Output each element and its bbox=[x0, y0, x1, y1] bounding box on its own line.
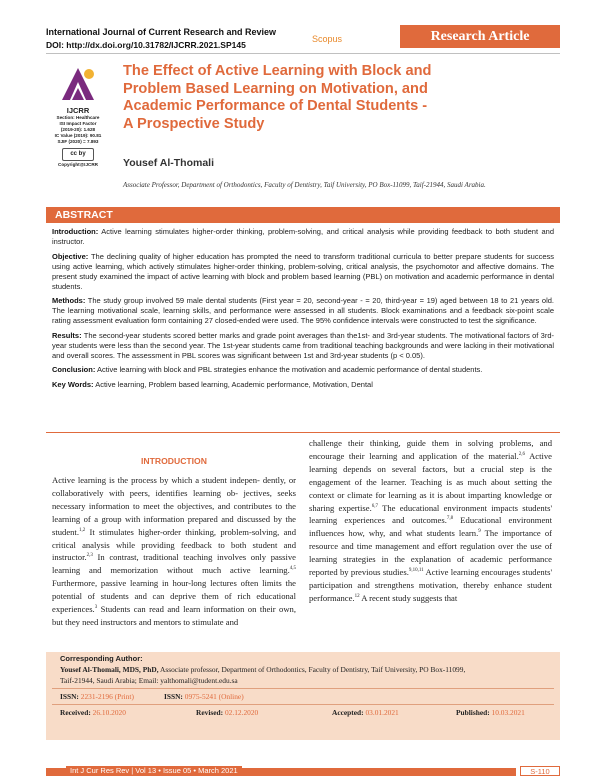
ijcrr-logo-icon bbox=[58, 64, 98, 104]
issn-label: ISSN: bbox=[60, 692, 79, 701]
introduction-heading: INTRODUCTION bbox=[141, 456, 207, 466]
body-text: and contributes to the learning of a group with information bbox=[52, 500, 296, 524]
issn-label: ISSN: bbox=[164, 692, 183, 701]
abstract-objective bbox=[52, 252, 554, 292]
footer-citation: Int J Cur Res Rev | Vol 13 • Issue 05 • March 2021 bbox=[66, 766, 242, 775]
date-label: Revised: bbox=[196, 708, 224, 717]
issn-online bbox=[164, 692, 244, 701]
citation-ref[interactable]: 12 bbox=[354, 594, 360, 600]
citation-ref[interactable]: 7,8 bbox=[446, 516, 454, 522]
body-text: It stimulates higher-order thinking, problem-solving, and critical analysis while providing feedback to both student and instructor. bbox=[52, 526, 296, 563]
abstract-keywords bbox=[52, 380, 554, 390]
abstract-label: Methods: bbox=[52, 296, 86, 305]
body-text: prepared and discussed by the student. bbox=[52, 513, 296, 537]
body-text: A recent study suggests that bbox=[359, 592, 458, 603]
title-line: Problem Based Learning on Motivation, and bbox=[123, 80, 428, 97]
logo-copyright: Copyright@IJCRR bbox=[58, 162, 98, 167]
issn-value: 0975-5241 (Online) bbox=[184, 692, 244, 701]
body-text: Educational environment influences how, why, and what students learn. bbox=[309, 515, 552, 539]
body-text: Students can read and learn information on their own, but they need instructors and mentors to stimulate and bbox=[52, 604, 296, 627]
body-text: challenge their thinking, guide them in solving problems, and encourage their learning and application of the material. bbox=[309, 438, 552, 461]
logo-sjif: SJIF (2020) = 7.893 bbox=[57, 139, 99, 144]
accepted-date bbox=[332, 708, 399, 717]
author-name: Yousef Al-Thomali bbox=[123, 157, 215, 169]
corresponding-author-heading: Corresponding Author: bbox=[60, 654, 143, 663]
date-label: Received: bbox=[60, 708, 91, 717]
header-divider bbox=[46, 53, 560, 54]
box-divider bbox=[52, 704, 554, 705]
date-value: 10.03.2021 bbox=[491, 708, 525, 717]
date-value: 03.01.2021 bbox=[365, 708, 399, 717]
abstract-text: The declining quality of higher education has prompted the need to transform traditional curricula to better prepare students for success using active learning, which actively stimulates higher-order thinking, problem-solving, critical analysis, the psychomotor and affective domains. The present study examined the impact of active learning with block and problem based learning (PBL) on motivation and academic performance in dental students. bbox=[52, 251, 554, 291]
box-divider bbox=[52, 688, 554, 689]
doi-link[interactable]: DOI: http://dx.doi.org/10.31782/IJCRR.2021.SP145 bbox=[46, 40, 246, 50]
corresponding-author-name: Yousef Al-Thomali, MDS, PhD, bbox=[60, 665, 159, 674]
abstract-conclusion bbox=[52, 365, 554, 375]
citation-ref[interactable]: 4,5 bbox=[289, 566, 296, 572]
citation-ref[interactable]: 6,7 bbox=[371, 503, 378, 509]
issn-print bbox=[60, 692, 134, 701]
abstract-divider bbox=[46, 432, 560, 433]
corresponding-author-details bbox=[60, 665, 550, 675]
introduction-left-column bbox=[52, 474, 296, 629]
published-date bbox=[456, 708, 525, 717]
body-text: Active learning encourages students' participation and strengthens motivation, thereby enhance student performance. bbox=[309, 567, 552, 603]
logo-title: IJCRR bbox=[66, 106, 90, 115]
date-value: 26.10.2020 bbox=[92, 708, 126, 717]
citation-ref[interactable]: 2,3 bbox=[86, 553, 93, 559]
article-type-label: Research Article bbox=[430, 28, 530, 44]
citation-ref[interactable]: 2,6 bbox=[518, 452, 525, 458]
abstract-label: Results: bbox=[52, 330, 82, 340]
abstract-introduction bbox=[52, 227, 554, 247]
body-text: The importance of resource and time management and effort regulation over the use of learning strategies in the explanation of academic performance reported by previous studies. bbox=[309, 528, 552, 578]
logo-ic-value: IC Value (2019): 90.81 bbox=[54, 133, 102, 138]
body-text: dently, or collaboratively with peers, identifies learning ob- bbox=[52, 475, 297, 498]
corresponding-author-affiliation: Associate professor, Department of Orthodontics, Faculty of Dentistry, Taif University, PO Box-11099, bbox=[158, 665, 466, 674]
citation-ref[interactable]: 9 bbox=[478, 529, 481, 535]
title-line: Academic Performance of Dental Students - bbox=[123, 98, 428, 114]
scopus-label: Scopus bbox=[312, 34, 343, 44]
body-text: The educational environment impacts students' learning experiences and outcomes. bbox=[309, 502, 552, 526]
abstract-methods bbox=[52, 296, 554, 326]
issn-value: 2231-2196 (Print) bbox=[80, 692, 134, 701]
cc-license-icon[interactable]: cc by bbox=[62, 148, 94, 161]
revised-date bbox=[196, 708, 258, 717]
title-line: A Prospective Study bbox=[123, 115, 265, 132]
abstract-text: Active learning with block and PBL strategies enhance the motivation and academic performance of dental students. bbox=[95, 365, 483, 374]
title-line: The Effect of Active Learning with Block and bbox=[123, 63, 432, 79]
citation-ref[interactable]: 3 bbox=[94, 605, 98, 611]
logo-impact-label: ISI Impact Factor bbox=[59, 121, 97, 126]
abstract-text: The study group involved 59 male dental students (First year = 20, second-year - = 20, third-year = 19) aged between 18 to 21 years old. The learning motivational scale, learning skills, and performance were assessed in all students. Block examinations and a feedback six-point scale rating assessment evaluation form containing 27 closed-ended were used. The 95% confidence intervals were constructed to test the significance. bbox=[52, 296, 554, 325]
page-number: S-110 bbox=[520, 766, 560, 776]
abstract-label: Introduction: bbox=[52, 227, 99, 236]
citation-ref[interactable]: 1,2 bbox=[78, 527, 86, 533]
body-text: Active learning depends on several factors, but a crucial step is the engagement of the learner. Teaching is as much about setting the context or climate for learning as it is about imparting knowledge or sharing expertise. bbox=[309, 450, 552, 513]
date-label: Published: bbox=[456, 708, 490, 717]
body-text: jectives, seeks necessary information to meet the objectives, bbox=[52, 487, 296, 511]
abstract-text: Active learning, Problem based learning, Academic performance, Motivation, Dental bbox=[93, 379, 373, 389]
abstract-heading: ABSTRACT bbox=[55, 209, 113, 221]
abstract-body bbox=[52, 227, 554, 394]
abstract-text: The second-year students scored better marks and grade point averages than the1st- and 3rd-year students. The motivational factors of 3rd-year students were less than the second year. The 1st-year students came from traditional teaching backgrounds and were lacking in their motivational and overall scores. The assessment in PBL scores was significant between 1st and 3rd-year students (p < 0.05). bbox=[52, 330, 554, 360]
logo-impact-value: (2019-20): 1.628 bbox=[60, 127, 96, 132]
article-type-banner bbox=[400, 25, 560, 48]
date-value: 02.12.2020 bbox=[224, 708, 259, 717]
logo-section: Section: Healthcare bbox=[56, 115, 100, 120]
journal-logo-block bbox=[50, 64, 106, 168]
introduction-right-column bbox=[309, 437, 552, 605]
received-date bbox=[60, 708, 126, 717]
abstract-results bbox=[52, 331, 554, 361]
body-text: Furthermore, passive learning in hour-long lectures often limits the potential of students and can deprive them of rich educational experiences. bbox=[52, 578, 296, 615]
abstract-heading-bar bbox=[46, 207, 560, 223]
body-text: In contrast, traditional teaching involves only passive learning and memorization without much active learning. bbox=[52, 552, 296, 576]
abstract-label: Key Words: bbox=[52, 379, 94, 389]
journal-name: International Journal of Current Research and Review bbox=[46, 27, 277, 37]
abstract-text: Active learning stimulates higher-order thinking, problem-solving, and critical analysis while providing feedback to both student and instructor. bbox=[52, 227, 554, 246]
abstract-label: Conclusion: bbox=[52, 365, 96, 374]
date-label: Accepted: bbox=[332, 708, 364, 717]
author-affiliation: Associate Professor, Department of Orthodontics, Faculty of Dentistry, Taif University, PO Box-11099, Taif-21944, Saudi Arabia. bbox=[123, 181, 486, 189]
body-text: Active learning is the process by which a student indepen- bbox=[52, 475, 260, 485]
corresponding-author-email[interactable]: Taif-21944, Saudi Arabia; Email: yalthomali@tudent.edu.sa bbox=[60, 676, 238, 685]
article-title bbox=[123, 63, 543, 133]
abstract-label: Objective: bbox=[52, 251, 89, 261]
citation-ref[interactable]: 9,10,11 bbox=[408, 568, 424, 574]
